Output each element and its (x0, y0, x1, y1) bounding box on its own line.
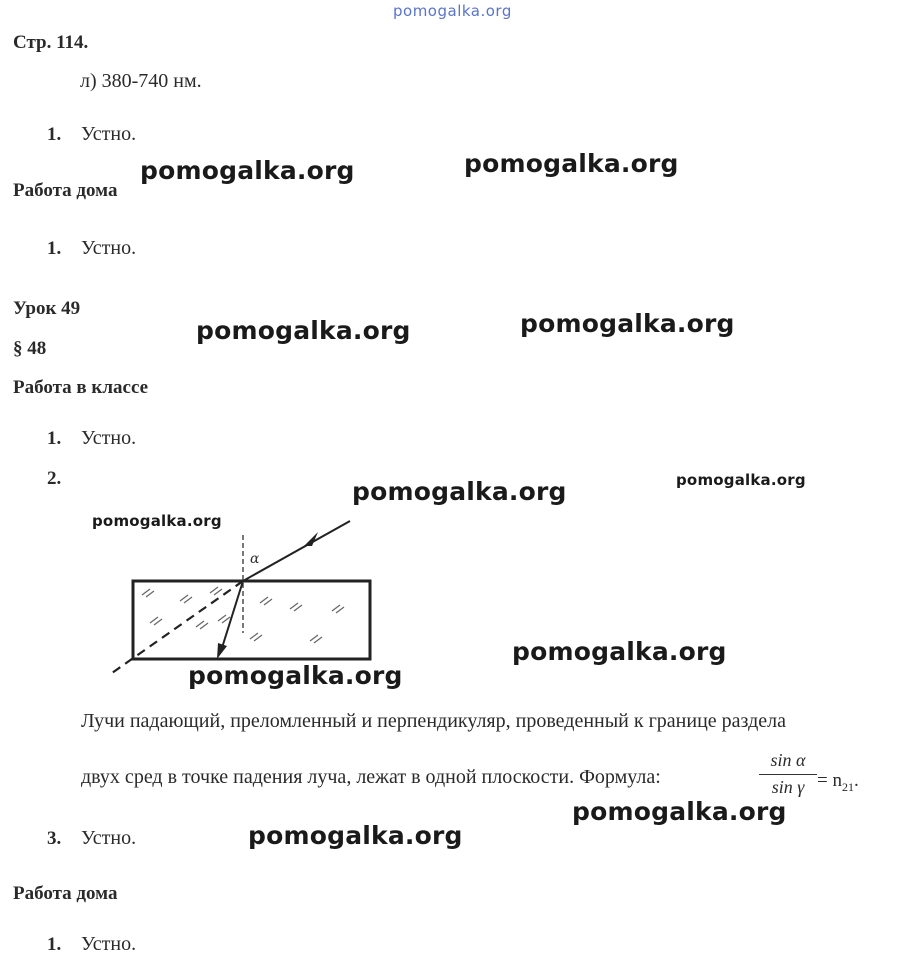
item-number: 3. (47, 828, 62, 849)
watermark: pomogalka.org (572, 797, 787, 826)
watermark: pomogalka.org (140, 156, 355, 185)
watermark: pomogalka.org (676, 471, 806, 489)
paragraph-heading: § 48 (13, 338, 47, 359)
refracted-arrow (217, 643, 227, 659)
item-number: 1. (47, 124, 62, 145)
fraction-bar (759, 774, 817, 775)
item-text: Устно. (81, 933, 137, 955)
formula-subscript: 21 (841, 779, 854, 794)
item-text: Устно. (81, 827, 137, 849)
item-number: 1. (47, 934, 62, 955)
formula-fraction (759, 750, 817, 798)
explanation-line1: Лучи падающий, преломленный и перпендикуляр, проведенный к границе раздела (81, 710, 786, 732)
watermark: pomogalka.org (248, 821, 463, 850)
watermark: pomogalka.org (188, 661, 403, 690)
item-text: Устно. (81, 427, 137, 449)
page-heading: Стр. 114. (13, 32, 89, 53)
formula-numerator: sin α (770, 750, 806, 770)
section-heading-home: Работа дома (13, 180, 118, 201)
watermark: pomogalka.org (520, 309, 735, 338)
section-heading-class: Работа в классе (13, 377, 149, 398)
formula-denominator: sin γ (771, 777, 805, 797)
formula-period: . (853, 770, 859, 791)
watermark-top: pomogalka.org (393, 2, 512, 20)
section-heading-home-2: Работа дома (13, 883, 118, 904)
explanation-line2: двух сред в точке падения луча, лежат в одной плоскости. Формула: (81, 766, 661, 788)
item-number: 2. (47, 468, 62, 489)
lesson-heading: Урок 49 (13, 298, 81, 319)
watermark: pomogalka.org (512, 637, 727, 666)
refraction-diagram (100, 515, 390, 685)
glass-block (133, 581, 370, 659)
watermark: pomogalka.org (196, 316, 411, 345)
answer-l: л) 380-740 нм. (80, 70, 202, 92)
angle-label: α (250, 551, 260, 567)
watermark: pomogalka.org (92, 512, 222, 530)
item-number: 1. (47, 238, 62, 259)
item-number: 1. (47, 428, 62, 449)
formula-rhs (817, 770, 859, 795)
formula-equals: = n (817, 770, 842, 791)
watermark: pomogalka.org (352, 477, 567, 506)
item-text: Устно. (81, 123, 137, 145)
item-text: Устно. (81, 237, 137, 259)
watermark: pomogalka.org (464, 149, 679, 178)
